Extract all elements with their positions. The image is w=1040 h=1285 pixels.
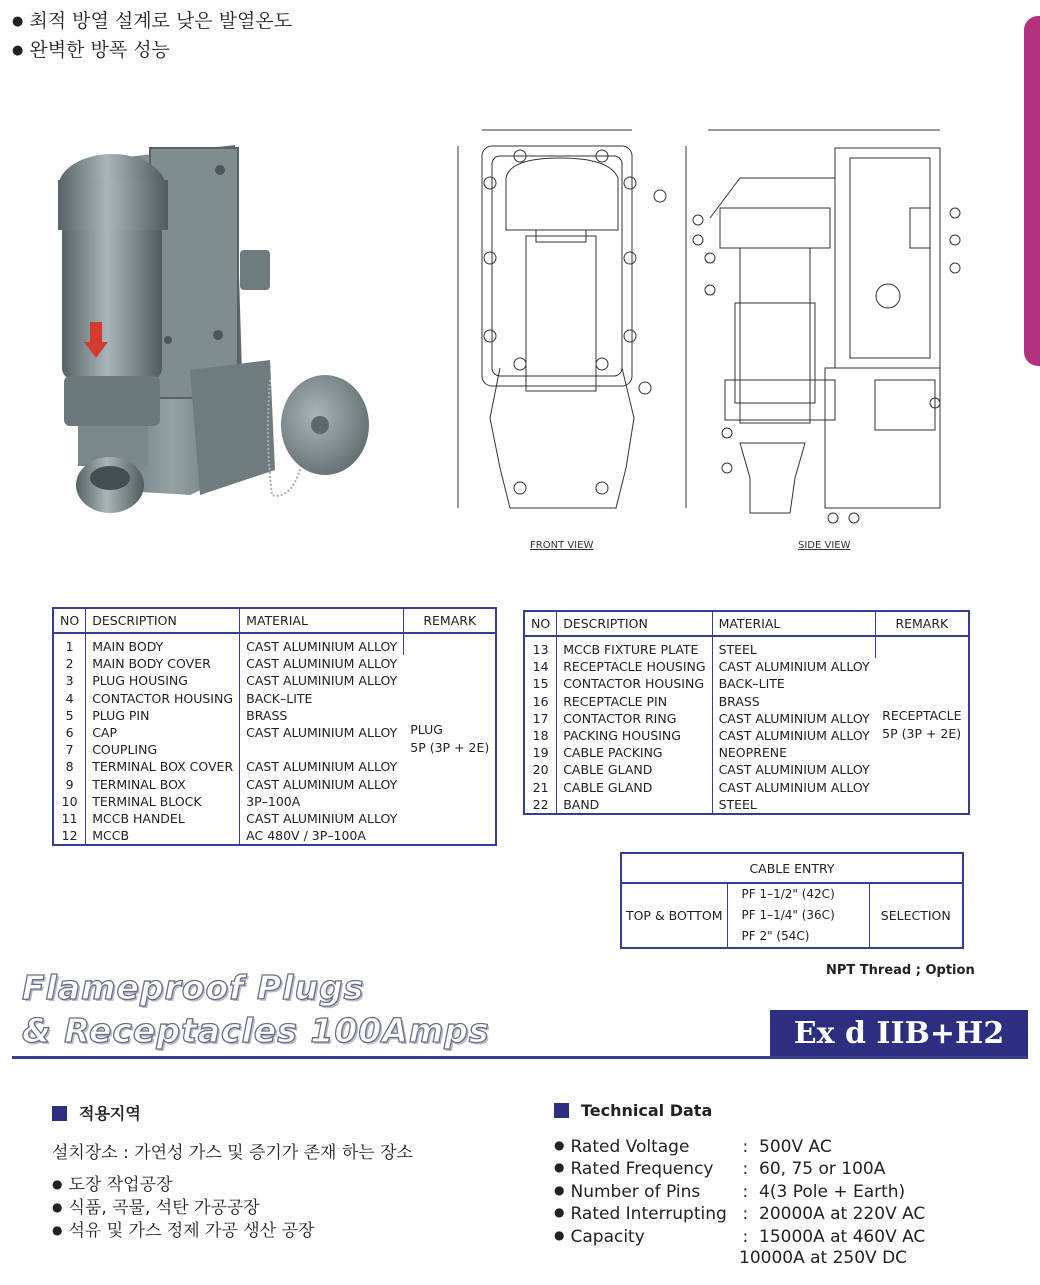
title-line-1: Flameproof Plugs — [22, 968, 365, 1007]
tech-item: ● Number of Pins : 4(3 Pole + Earth) — [554, 1181, 925, 1203]
side-tab — [1024, 16, 1040, 366]
application-heading-text: 적용지역 — [79, 1104, 141, 1123]
tech-item: ● Rated Frequency : 60, 75 or 100A — [554, 1158, 925, 1180]
cable-size: PF 2" (54C) — [741, 929, 810, 943]
application-list — [52, 1174, 314, 1243]
part-material: CAST ALUMINIUM ALLOY — [246, 725, 398, 741]
remark-line: RECEPTACLE — [882, 708, 962, 724]
tech-item: ● Capacity : 15000A at 460V AC — [554, 1226, 925, 1248]
part-remark — [404, 633, 496, 845]
col-remark: REMARK — [876, 611, 969, 636]
col-no: NO — [53, 608, 86, 633]
cable-entry-sizes — [727, 883, 869, 948]
front-view-label: FRONT VIEW — [530, 540, 594, 551]
square-bullet-icon — [554, 1103, 569, 1118]
installation-place: 설치장소 : 가연성 가스 및 증기가 존재 하는 장소 — [52, 1143, 413, 1163]
part-description: RECEPTACLE PIN — [557, 693, 712, 710]
part-material: CAST ALUMINIUM ALLOY — [246, 811, 398, 827]
part-material: CAST ALUMINIUM ALLOY — [718, 659, 870, 675]
square-bullet-icon — [52, 1106, 67, 1121]
table-row — [53, 633, 496, 655]
cable-entry-position: TOP & BOTTOM — [621, 883, 727, 948]
col-material: MATERIAL — [712, 611, 876, 636]
part-description: MCCB HANDEL — [86, 810, 240, 827]
part-material: CAST ALUMINIUM ALLOY — [718, 762, 870, 778]
application-item: ● 석유 및 가스 정제 가공 생산 공장 — [52, 1220, 314, 1243]
part-description: PACKING HOUSING — [557, 727, 712, 744]
part-description: BAND — [557, 796, 712, 814]
cable-size: PF 1–1/2" (42C) — [741, 887, 835, 901]
part-no: 7 — [53, 741, 86, 758]
remark-line: 5P (3P + 2E) — [410, 740, 490, 756]
part-material: CAST ALUMINIUM ALLOY — [246, 776, 398, 792]
remark-line: PLUG — [410, 722, 443, 738]
feature-item: ● 최적 방열 설계로 낮은 발열온도 — [12, 8, 292, 37]
part-description: RECEPTACLE HOUSING — [557, 658, 712, 675]
technical-list — [554, 1136, 925, 1248]
part-description: MAIN BODY — [86, 633, 240, 655]
part-material: BACK–LITE — [718, 676, 785, 692]
part-description: CABLE PACKING — [557, 744, 712, 761]
technical-heading-text: Technical Data — [581, 1101, 713, 1120]
side-view-label: SIDE VIEW — [798, 540, 851, 551]
divider — [12, 1056, 1028, 1059]
front-view-drawing — [458, 130, 666, 508]
part-material: CAST ALUMINIUM ALLOY — [246, 673, 398, 689]
part-no: 2 — [53, 655, 86, 672]
part-material: CAST ALUMINIUM ALLOY — [718, 728, 870, 744]
technical-drawing — [440, 118, 980, 558]
part-no: 18 — [524, 727, 557, 744]
part-material — [240, 741, 404, 758]
part-description: MCCB FIXTURE PLATE — [557, 636, 712, 658]
npt-note: NPT Thread ; Option — [826, 963, 975, 978]
title-line-2: & Receptacles 100Amps — [22, 1011, 490, 1050]
part-no: 13 — [524, 636, 557, 658]
part-no: 22 — [524, 796, 557, 814]
product-title — [22, 966, 489, 1052]
part-description: TERMINAL BOX COVER — [86, 758, 240, 775]
technical-heading — [554, 1101, 712, 1120]
part-material: BRASS — [246, 707, 288, 723]
part-no: 4 — [53, 690, 86, 707]
part-material: 3P–100A — [246, 793, 301, 809]
part-description: CONTACTOR RING — [557, 710, 712, 727]
application-item: ● 도장 작업공장 — [52, 1174, 314, 1197]
part-no: 20 — [524, 761, 557, 778]
feature-item: ● 완벽한 방폭 성능 — [12, 37, 292, 66]
cable-entry-note: SELECTION — [880, 908, 951, 923]
part-no: 15 — [524, 675, 557, 692]
parts-table-right — [523, 610, 970, 815]
part-material: STEEL — [718, 796, 757, 812]
part-description: PLUG PIN — [86, 707, 240, 724]
part-no: 10 — [53, 793, 86, 810]
part-description: MCCB — [86, 827, 240, 845]
part-description: TERMINAL BOX — [86, 776, 240, 793]
cable-entry-table — [620, 852, 964, 949]
col-no: NO — [524, 611, 557, 636]
part-material: BACK–LITE — [246, 690, 313, 706]
part-description: MAIN BODY COVER — [86, 655, 240, 672]
part-description: COUPLING — [86, 741, 240, 758]
parts-table-left — [52, 607, 497, 846]
part-no: 6 — [53, 724, 86, 741]
part-material: AC 480V / 3P–100A — [246, 828, 366, 844]
part-material: STEEL — [712, 636, 876, 658]
remark-line: 5P (3P + 2E) — [882, 726, 962, 742]
part-no: 16 — [524, 693, 557, 710]
part-description: PLUG HOUSING — [86, 672, 240, 689]
table-row — [524, 636, 969, 658]
col-material: MATERIAL — [240, 608, 404, 633]
product-photo — [50, 140, 390, 520]
part-no: 17 — [524, 710, 557, 727]
part-material: CAST ALUMINIUM ALLOY — [246, 759, 398, 775]
part-no: 9 — [53, 776, 86, 793]
part-material: CAST ALUMINIUM ALLOY — [246, 656, 398, 672]
part-material: CAST ALUMINIUM ALLOY — [718, 779, 870, 795]
col-description: DESCRIPTION — [86, 608, 240, 633]
side-view-drawing — [686, 130, 960, 523]
part-description: TERMINAL BLOCK — [86, 793, 240, 810]
part-description: CABLE GLAND — [557, 779, 712, 796]
col-remark: REMARK — [404, 608, 496, 633]
application-heading — [52, 1101, 141, 1124]
application-item: ● 식품, 곡물, 석탄 가공공장 — [52, 1197, 314, 1220]
part-no: 8 — [53, 758, 86, 775]
part-no: 12 — [53, 827, 86, 845]
part-no: 1 — [53, 633, 86, 655]
part-no: 19 — [524, 744, 557, 761]
part-material: NEOPRENE — [718, 745, 788, 761]
feature-list — [12, 8, 292, 66]
tech-extra-value: 10000A at 250V DC — [739, 1248, 908, 1268]
part-no: 14 — [524, 658, 557, 675]
tech-item: ● Rated Voltage : 500V AC — [554, 1136, 925, 1158]
part-description: CAP — [86, 724, 240, 741]
part-material: BRASS — [718, 693, 760, 709]
part-description: CABLE GLAND — [557, 761, 712, 778]
cable-size: PF 1–1/4" (36C) — [741, 908, 835, 922]
ex-rating-badge: Ex d IIB+H2 T6 — [770, 1010, 1028, 1058]
part-no: 21 — [524, 779, 557, 796]
part-description: CONTACTOR HOUSING — [86, 690, 240, 707]
tech-item: ● Rated Interrupting : 20000A at 220V AC — [554, 1203, 925, 1225]
cable-entry-header: CABLE ENTRY — [621, 853, 963, 883]
part-no: 3 — [53, 672, 86, 689]
part-no: 11 — [53, 810, 86, 827]
part-remark — [876, 636, 969, 814]
col-description: DESCRIPTION — [557, 611, 712, 636]
part-no: 5 — [53, 707, 86, 724]
part-material: CAST ALUMINIUM ALLOY — [240, 633, 404, 655]
part-material: CAST ALUMINIUM ALLOY — [718, 710, 870, 726]
part-description: CONTACTOR HOUSING — [557, 675, 712, 692]
